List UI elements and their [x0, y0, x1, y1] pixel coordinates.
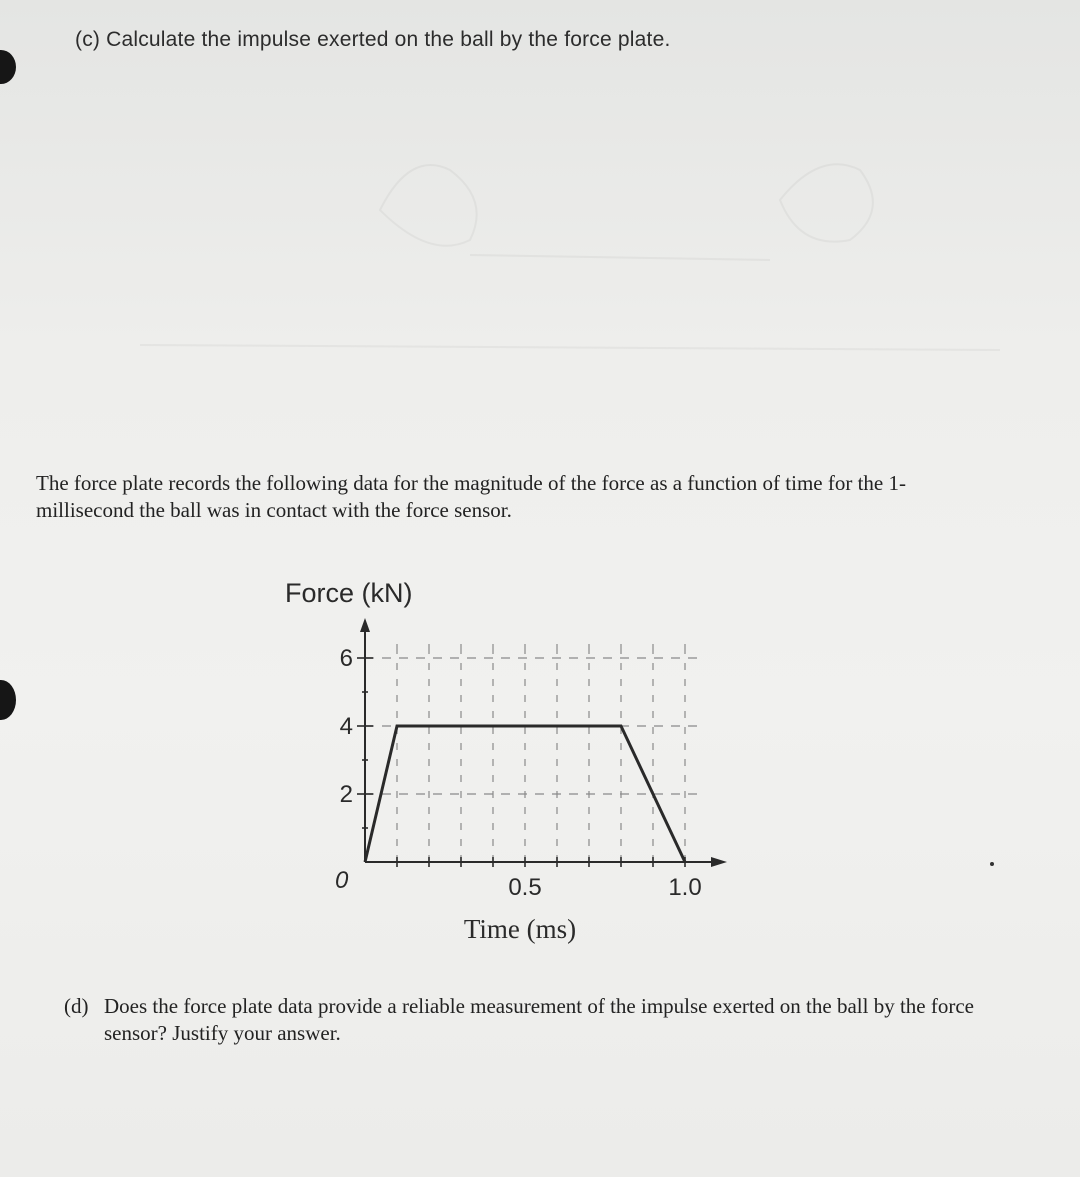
axes	[360, 618, 727, 867]
grid	[365, 654, 703, 862]
question-d-line2: sensor? Justify your answer.	[104, 1021, 341, 1045]
x-tick-label: 0.5	[508, 874, 542, 901]
y-axis-arrow	[360, 618, 370, 632]
x-axis-title: Time (ms)	[463, 914, 577, 944]
question-d	[64, 993, 1064, 1047]
y-tick-label: 6	[339, 645, 353, 672]
question-d-line1: Does the force plate data provide a reliable measurement of the impulse exerted on the ball by the force	[104, 994, 974, 1018]
question-d-label: (d)	[64, 994, 89, 1018]
y-tick-label: 2	[339, 781, 353, 808]
intro-paragraph: The force plate records the following data for the magnitude of the force as a function of time for the 1-millisecond the ball was in contact with the force sensor.	[36, 471, 906, 522]
y-axis-title: Force (kN)	[285, 578, 413, 608]
origin-label: 0	[335, 867, 349, 894]
force-time-graph	[260, 570, 740, 950]
y-tick-label: 4	[339, 713, 353, 740]
x-tick-label: 1.0	[668, 874, 702, 901]
x-axis-arrow	[711, 857, 727, 867]
question-c: (c) Calculate the impulse exerted on the ball by the force plate.	[75, 28, 671, 51]
